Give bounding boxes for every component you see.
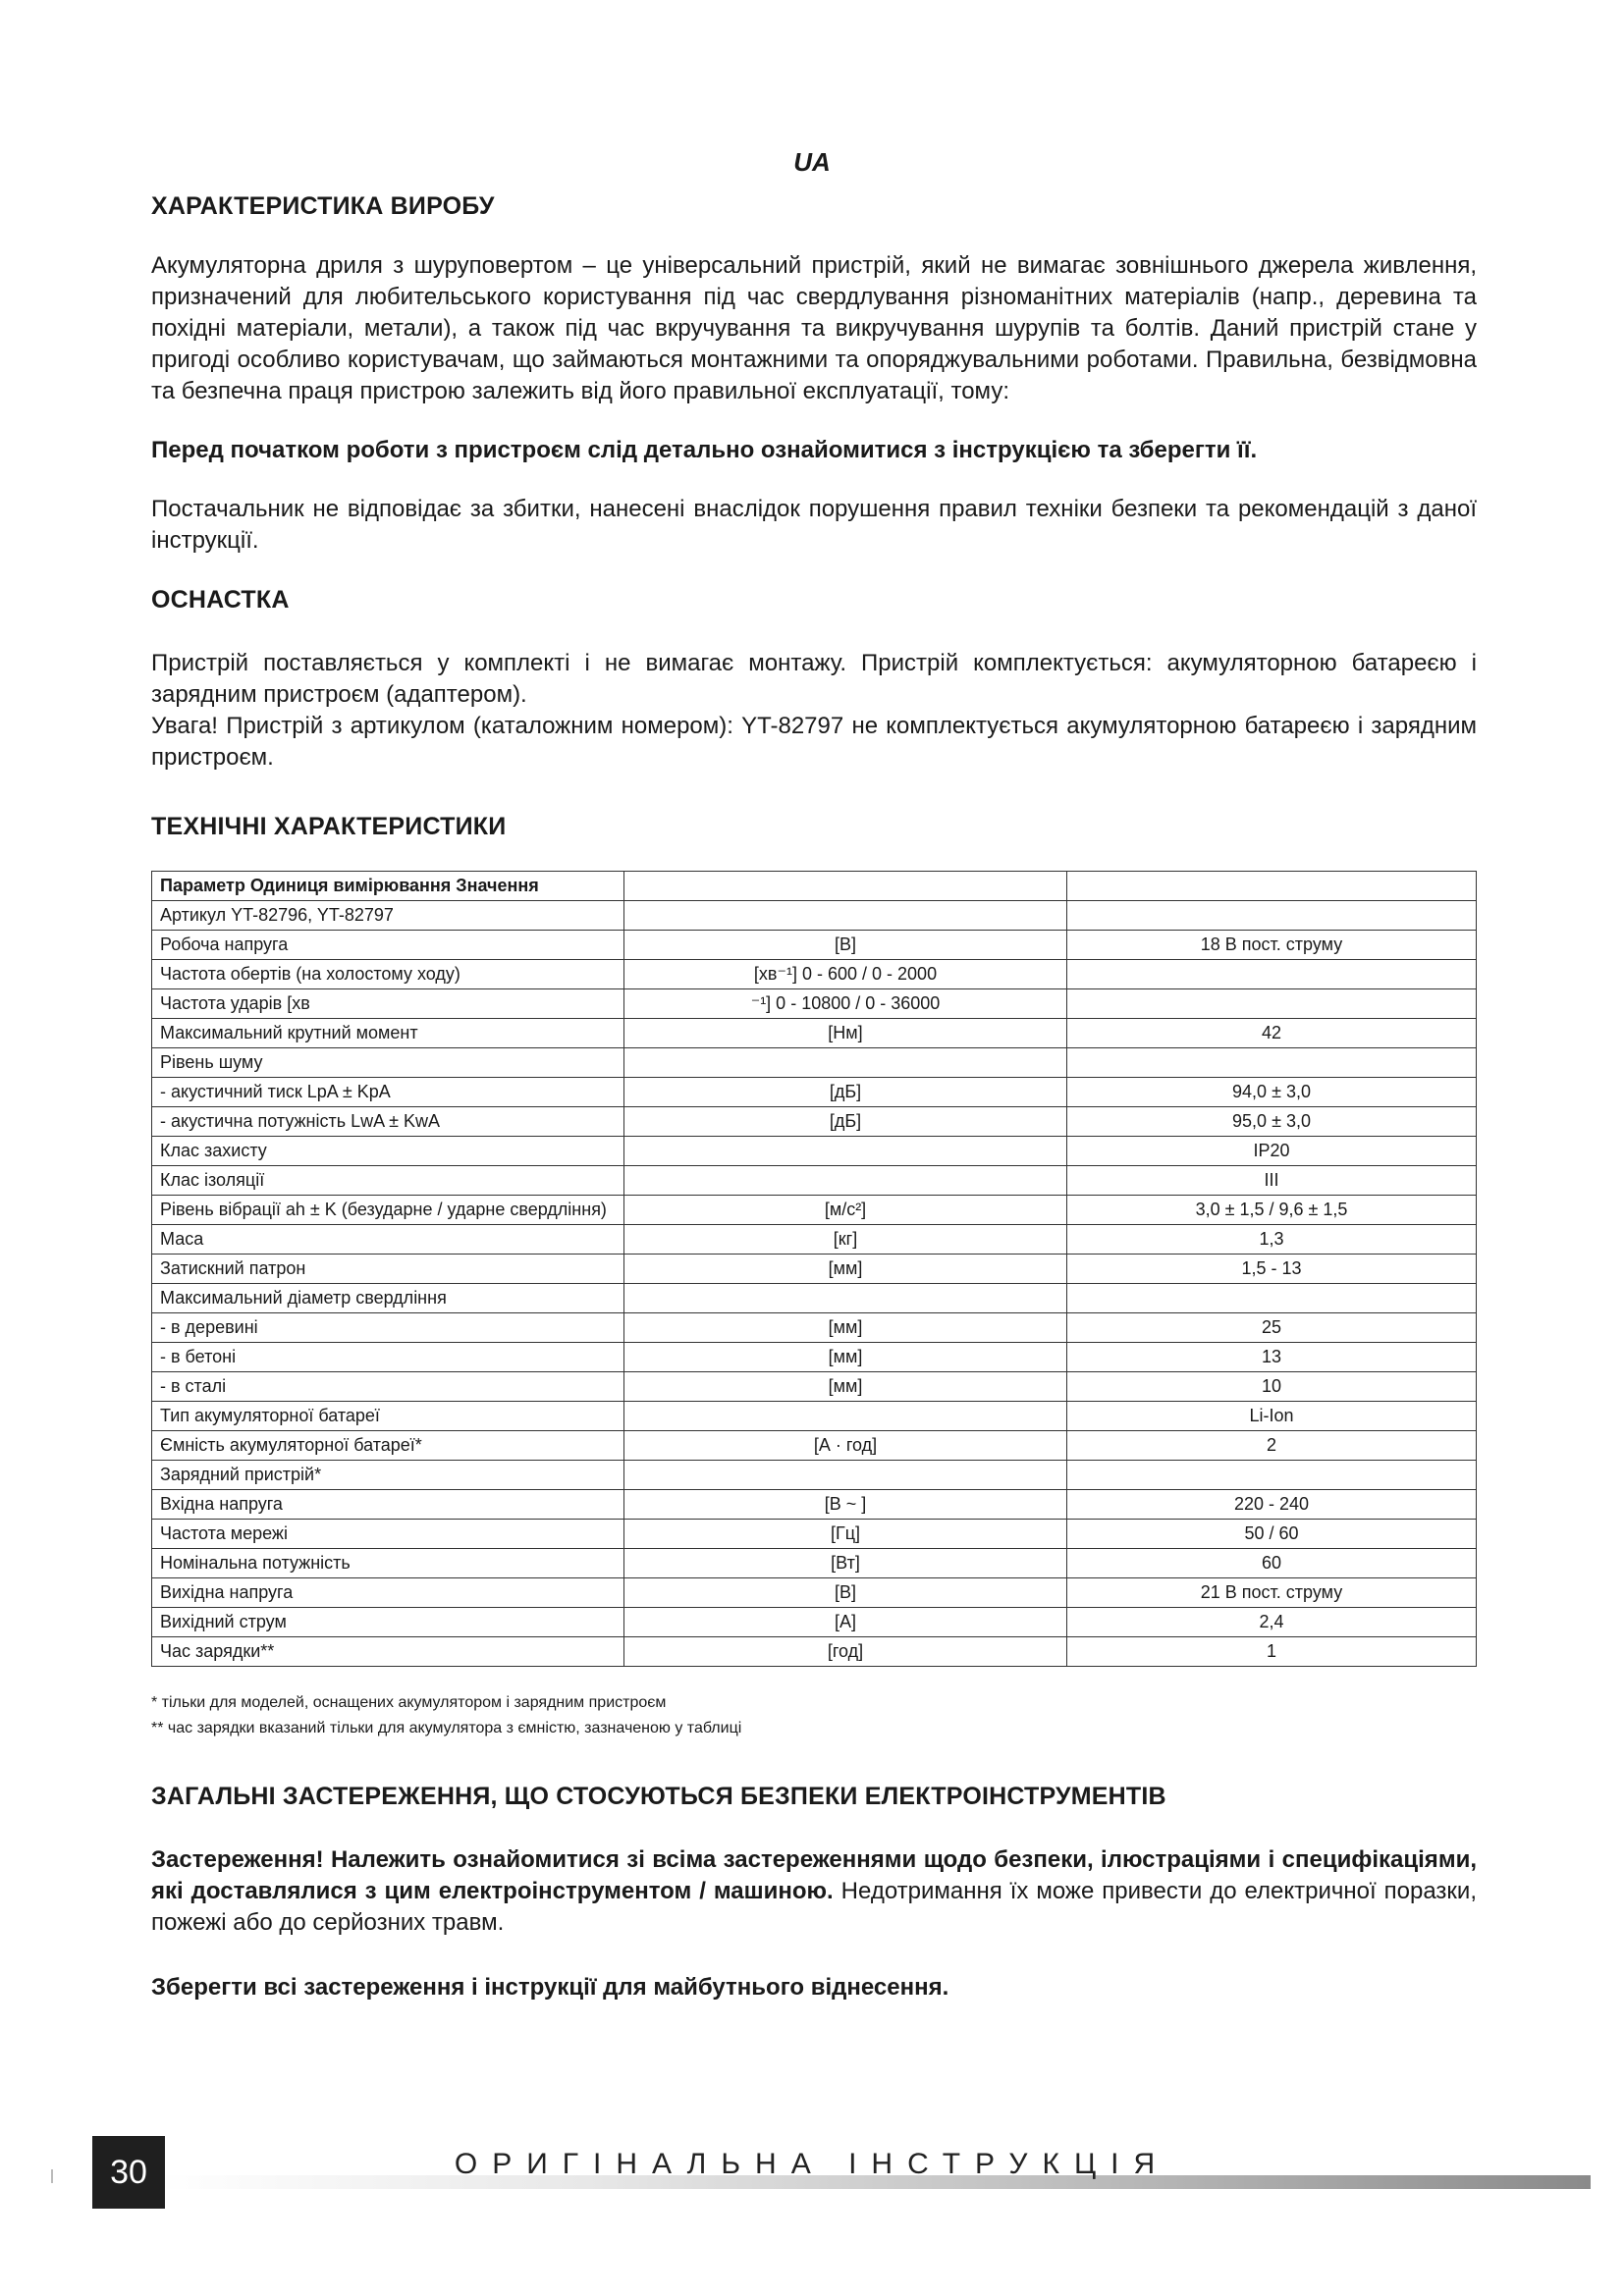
kit-note-paragraph: Увага! Пристрій з артикулом (каталожним номером): YT-82797 не комплектується акумуляторною батареєю і зарядним пристроєм.	[151, 713, 1477, 771]
spec-unit-cell	[624, 1461, 1067, 1490]
spec-unit-cell: [В ~ ]	[624, 1490, 1067, 1520]
safety-caution-paragraph	[151, 1844, 1477, 1939]
spec-table-row	[152, 1284, 1477, 1313]
spec-table-row	[152, 901, 1477, 931]
spec-table-row	[152, 1578, 1477, 1608]
heading-product-characteristics: ХАРАКТЕРИСТИКА ВИРОБУ	[151, 192, 495, 220]
spec-param-cell: Номінальна потужність	[152, 1549, 624, 1578]
spec-unit-cell: [Вт]	[624, 1549, 1067, 1578]
safety-caution-bold: Застереження! Належить ознайомитися зі всіма застереженнями щодо безпеки, ілюстраціями і специфікаціями, які доставлялися з цим електроінструментом / машиною.	[151, 1846, 1477, 1904]
spec-param-cell: Робоча напруга	[152, 931, 624, 960]
spec-table-row	[152, 1166, 1477, 1196]
spec-unit-cell: [мм]	[624, 1313, 1067, 1343]
spec-value-cell: 220 - 240	[1067, 1490, 1477, 1520]
safety-caution-rest: Недотримання їх може привести до електричної поразки, пожежі або до серйозних травм.	[151, 1878, 1477, 1936]
spec-param-cell: Частота обертів (на холостому ходу)	[152, 960, 624, 989]
spec-table-row	[152, 1549, 1477, 1578]
spec-param-cell: Артикул YT-82796, YT-82797	[152, 901, 624, 931]
kit-contents-paragraph: Пристрій поставляється у комплекті і не вимагає монтажу. Пристрій комплектується: акумуляторною батареєю і зарядним пристроєм (адаптером).	[151, 650, 1477, 708]
spec-table-header-row	[152, 872, 1477, 901]
spec-unit-cell: [дБ]	[624, 1078, 1067, 1107]
keep-instructions-text: Зберегти всі застереження і інструкції для майбутнього віднесення.	[151, 1974, 949, 2001]
spec-value-cell: 10	[1067, 1372, 1477, 1402]
spec-table-row	[152, 1196, 1477, 1225]
spec-param-cell: Ємність акумуляторної батареї*	[152, 1431, 624, 1461]
heading-technical-specifications: ТЕХНІЧНІ ХАРАКТЕРИСТИКИ	[151, 813, 507, 840]
spec-value-cell	[1067, 989, 1477, 1019]
spec-value-cell: 1,5 - 13	[1067, 1255, 1477, 1284]
spec-value-cell: 1	[1067, 1637, 1477, 1667]
spec-table-row	[152, 1137, 1477, 1166]
spec-param-cell: Маса	[152, 1225, 624, 1255]
spec-value-cell: 95,0 ± 3,0	[1067, 1107, 1477, 1137]
spec-param-cell: - акустична потужність LwA ± KwA	[152, 1107, 624, 1137]
spec-unit-cell	[624, 872, 1067, 901]
spec-unit-cell	[624, 1048, 1067, 1078]
spec-table-row	[152, 1343, 1477, 1372]
spec-value-cell: III	[1067, 1166, 1477, 1196]
read-instructions-warning: Перед початком роботи з пристроєм слід детально ознайомитися з інструкцією та зберегти її.	[151, 437, 1258, 463]
spec-unit-cell: [мм]	[624, 1255, 1067, 1284]
spec-param-cell: Вихідна напруга	[152, 1578, 624, 1608]
spec-value-cell: Li-Ion	[1067, 1402, 1477, 1431]
spec-unit-cell: [В]	[624, 1578, 1067, 1608]
spec-value-cell	[1067, 1284, 1477, 1313]
spec-param-cell: Вихідний струм	[152, 1608, 624, 1637]
spec-param-cell: Рівень вібрації ah ± K (безударне / ударне свердління)	[152, 1196, 624, 1225]
spec-value-cell: 2,4	[1067, 1608, 1477, 1637]
spec-unit-cell: [В]	[624, 931, 1067, 960]
spec-param-cell: - в бетоні	[152, 1343, 624, 1372]
spec-value-cell: 42	[1067, 1019, 1477, 1048]
spec-param-cell: Частота мережі	[152, 1520, 624, 1549]
product-intro-paragraph: Акумуляторна дриля з шуруповертом – це універсальний пристрій, який не вимагає зовнішнього джерела живлення, призначений для любительського користування під час свердлування різноманітних матеріалів (напр., деревина та похідні матеріали, метали), а також під час вкручування та викручування шурупів та болтів. Даний пристрій стане у пригоді особливо користувачам, що займаються монтажними та опоряджувальними роботами. Правильна, безвідмовна та безпечна праця пристрою залежить від його правильної експлуатації, тому:	[151, 252, 1477, 404]
spec-table-row	[152, 1637, 1477, 1667]
spec-unit-cell	[624, 1137, 1067, 1166]
spec-unit-cell: [Гц]	[624, 1520, 1067, 1549]
spec-value-cell: 25	[1067, 1313, 1477, 1343]
spec-table-row	[152, 1431, 1477, 1461]
spec-param-cell: Рівень шуму	[152, 1048, 624, 1078]
spec-unit-cell: ⁻¹] 0 - 10800 / 0 - 36000	[624, 989, 1067, 1019]
spec-table-row	[152, 1107, 1477, 1137]
spec-value-cell: 94,0 ± 3,0	[1067, 1078, 1477, 1107]
spec-param-cell: Вхідна напруга	[152, 1490, 624, 1520]
spec-param-cell: - акустичний тиск LpA ± KpA	[152, 1078, 624, 1107]
spec-unit-cell: [А · год]	[624, 1431, 1067, 1461]
spec-unit-cell: [год]	[624, 1637, 1067, 1667]
spec-param-cell: Затискний патрон	[152, 1255, 624, 1284]
spec-table-row	[152, 960, 1477, 989]
footnote-charging-time: ** час зарядки вказаний тільки для акумулятора з ємністю, зазначеною у таблиці	[151, 1720, 742, 1736]
spec-param-cell: - в сталі	[152, 1372, 624, 1402]
spec-unit-cell	[624, 1284, 1067, 1313]
spec-value-cell	[1067, 901, 1477, 931]
spec-unit-cell	[624, 901, 1067, 931]
spec-param-cell: Частота ударів [хв	[152, 989, 624, 1019]
spec-param-cell: - в деревині	[152, 1313, 624, 1343]
spec-value-cell: 50 / 60	[1067, 1520, 1477, 1549]
spec-value-cell	[1067, 1048, 1477, 1078]
spec-table-row	[152, 1019, 1477, 1048]
supplier-liability-paragraph: Постачальник не відповідає за збитки, нанесені внаслідок порушення правил техніки безпеки та рекомендацій з даної інструкції.	[151, 496, 1477, 554]
spec-table-row	[152, 1225, 1477, 1255]
page-number: 30	[92, 2136, 165, 2209]
spec-param-cell: Зарядний пристрій*	[152, 1461, 624, 1490]
heading-general-safety: ЗАГАЛЬНІ ЗАСТЕРЕЖЕННЯ, ЩО СТОСУЮТЬСЯ БЕЗПЕКИ ЕЛЕКТРОІНСТРУМЕНТІВ	[151, 1783, 1166, 1810]
spec-value-cell: 1,3	[1067, 1225, 1477, 1255]
spec-unit-cell: [А]	[624, 1608, 1067, 1637]
spec-table-row	[152, 1608, 1477, 1637]
spec-value-cell	[1067, 1461, 1477, 1490]
spec-value-cell: 13	[1067, 1343, 1477, 1372]
spec-unit-cell: [кг]	[624, 1225, 1067, 1255]
spec-unit-cell: [Нм]	[624, 1019, 1067, 1048]
spec-param-cell: Час зарядки**	[152, 1637, 624, 1667]
spec-param-cell: Клас захисту	[152, 1137, 624, 1166]
page-content	[151, 192, 1477, 2003]
spec-table-row	[152, 989, 1477, 1019]
spec-table-row	[152, 931, 1477, 960]
spec-value-cell: 60	[1067, 1549, 1477, 1578]
spec-table-row	[152, 1372, 1477, 1402]
spec-unit-cell: [дБ]	[624, 1107, 1067, 1137]
spec-unit-cell	[624, 1402, 1067, 1431]
spec-value-cell: IP20	[1067, 1137, 1477, 1166]
spec-unit-cell: [м/с²]	[624, 1196, 1067, 1225]
heading-equipment: ОСНАСТКА	[151, 586, 290, 614]
spec-table-row	[152, 1255, 1477, 1284]
spec-table-row	[152, 1078, 1477, 1107]
spec-param-cell: Параметр Одиниця вимірювання Значення	[152, 872, 624, 901]
spec-value-cell: 3,0 ± 1,5 / 9,6 ± 1,5	[1067, 1196, 1477, 1225]
spec-value-cell: 18 В пост. струму	[1067, 931, 1477, 960]
spec-table-row	[152, 1461, 1477, 1490]
language-code: UA	[793, 147, 831, 177]
spec-table-row	[152, 1048, 1477, 1078]
spec-value-cell	[1067, 960, 1477, 989]
spec-param-cell: Максимальний діаметр свердління	[152, 1284, 624, 1313]
spec-table-row	[152, 1520, 1477, 1549]
footer-original-instruction: ОРИГІНАЛЬНА ІНСТРУКЦІЯ	[454, 2148, 1170, 2180]
spec-value-cell	[1067, 872, 1477, 901]
spec-value-cell: 21 В пост. струму	[1067, 1578, 1477, 1608]
spec-param-cell: Максимальний крутний момент	[152, 1019, 624, 1048]
spec-unit-cell: [мм]	[624, 1343, 1067, 1372]
spec-unit-cell: [мм]	[624, 1372, 1067, 1402]
spec-table	[151, 871, 1477, 1667]
spec-value-cell: 2	[1067, 1431, 1477, 1461]
spec-unit-cell	[624, 1166, 1067, 1196]
spec-table-row	[152, 1313, 1477, 1343]
spec-param-cell: Клас ізоляції	[152, 1166, 624, 1196]
spec-table-row	[152, 1490, 1477, 1520]
spec-param-cell: Тип акумуляторної батареї	[152, 1402, 624, 1431]
spec-table-row	[152, 1402, 1477, 1431]
spec-unit-cell: [хв⁻¹] 0 - 600 / 0 - 2000	[624, 960, 1067, 989]
footnote-battery: * тільки для моделей, оснащених акумулятором і зарядним пристроєм	[151, 1694, 667, 1711]
